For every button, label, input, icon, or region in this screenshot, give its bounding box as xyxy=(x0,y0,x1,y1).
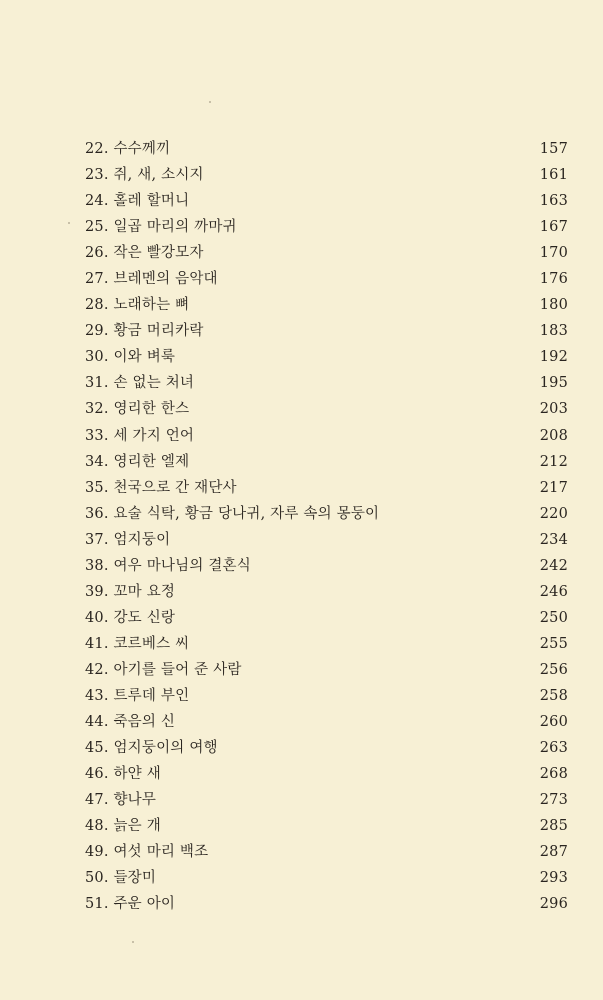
toc-entry[interactable] xyxy=(85,787,568,813)
toc-entry-title: 31. 손 없는 처녀 xyxy=(85,375,195,392)
toc-entry-title: 30. 이와 벼룩 xyxy=(85,349,176,366)
paper-speck xyxy=(68,222,70,224)
toc-entry[interactable] xyxy=(85,865,568,891)
toc-entry[interactable] xyxy=(85,605,568,631)
toc-entry[interactable] xyxy=(85,553,568,579)
toc-entry-page: 203 xyxy=(539,401,568,418)
toc-entry-title: 40. 강도 신랑 xyxy=(85,609,176,626)
toc-entry[interactable] xyxy=(85,370,568,396)
toc-entry-title: 37. 엄지둥이 xyxy=(85,531,171,548)
paper-speck xyxy=(209,101,211,103)
toc-entry[interactable] xyxy=(85,709,568,735)
toc-entry-title: 45. 엄지둥이의 여행 xyxy=(85,740,218,757)
toc-entry-page: 167 xyxy=(539,219,568,236)
toc-entry-page: 263 xyxy=(539,740,568,757)
toc-entry-page: 268 xyxy=(539,766,568,783)
toc-entry[interactable] xyxy=(85,136,568,162)
toc-entry[interactable] xyxy=(85,475,568,501)
toc-entry-page: 258 xyxy=(539,688,568,704)
toc-entry[interactable] xyxy=(85,501,568,527)
toc-entry-page: 296 xyxy=(539,896,568,913)
toc-entry-page: 212 xyxy=(539,453,568,470)
toc-entry-title: 27. 브레멘의 음악대 xyxy=(85,271,218,288)
toc-entry-title: 23. 쥐, 새, 소시지 xyxy=(85,167,204,184)
toc-entry[interactable] xyxy=(85,761,568,787)
toc-entry[interactable] xyxy=(85,891,568,917)
toc-entry[interactable] xyxy=(85,813,568,839)
toc-entry-title: 32. 영리한 한스 xyxy=(85,401,190,418)
toc-entry-page: 234 xyxy=(539,531,568,548)
toc-entry-title: 34. 영리한 엘제 xyxy=(85,453,190,470)
toc-entry[interactable] xyxy=(85,162,568,188)
toc-entry[interactable] xyxy=(85,266,568,292)
toc-entry-page: 208 xyxy=(539,427,568,444)
toc-entry[interactable] xyxy=(85,423,568,449)
toc-entry-page: 246 xyxy=(539,583,568,600)
toc-entry-title: 50. 들장미 xyxy=(85,870,157,887)
toc-entry-title: 47. 향나무 xyxy=(85,792,157,809)
toc-entry-title: 29. 황금 머리카락 xyxy=(85,323,204,340)
toc-entry-page: 180 xyxy=(539,297,568,314)
toc-entry-title: 43. 트루데 부인 xyxy=(85,688,190,704)
toc-entry-title: 24. 홀레 할머니 xyxy=(85,193,190,210)
toc-entry-page: 255 xyxy=(539,635,568,652)
toc-entry-page: 176 xyxy=(539,271,568,288)
table-of-contents xyxy=(85,136,568,917)
toc-entry[interactable] xyxy=(85,396,568,422)
toc-entry-title: 22. 수수께끼 xyxy=(85,141,171,158)
toc-entry-title: 33. 세 가지 언어 xyxy=(85,427,195,444)
toc-entry-title: 26. 작은 빨강모자 xyxy=(85,245,204,262)
toc-entry-page: 273 xyxy=(539,792,568,809)
toc-entry-page: 242 xyxy=(539,557,568,574)
toc-entry[interactable] xyxy=(85,839,568,865)
paper-speck xyxy=(132,941,134,943)
toc-entry-page: 192 xyxy=(539,349,568,366)
toc-entry-page: 287 xyxy=(539,844,568,861)
toc-entry[interactable] xyxy=(85,292,568,318)
toc-entry[interactable] xyxy=(85,683,568,709)
toc-entry[interactable] xyxy=(85,214,568,240)
toc-entry-page: 183 xyxy=(539,323,568,340)
toc-entry-title: 49. 여섯 마리 백조 xyxy=(85,844,209,861)
toc-entry-title: 39. 꼬마 요정 xyxy=(85,583,176,600)
toc-entry[interactable] xyxy=(85,735,568,761)
toc-entry[interactable] xyxy=(85,344,568,370)
toc-entry[interactable] xyxy=(85,527,568,553)
toc-entry[interactable] xyxy=(85,318,568,344)
toc-entry-page: 217 xyxy=(539,479,568,496)
toc-entry-page: 163 xyxy=(539,193,568,210)
toc-entry-title: 41. 코르베스 씨 xyxy=(85,635,190,652)
toc-entry[interactable] xyxy=(85,449,568,475)
toc-entry-page: 161 xyxy=(539,167,568,184)
toc-entry-page: 260 xyxy=(539,714,568,731)
toc-entry-page: 293 xyxy=(539,870,568,887)
toc-entry[interactable] xyxy=(85,188,568,214)
toc-entry[interactable] xyxy=(85,631,568,657)
toc-entry-page: 170 xyxy=(539,245,568,262)
toc-entry-title: 51. 주운 아이 xyxy=(85,896,176,913)
toc-entry-title: 25. 일곱 마리의 까마귀 xyxy=(85,219,237,236)
toc-entry-page: 250 xyxy=(539,609,568,626)
toc-entry-title: 36. 요술 식탁, 황금 당나귀, 자루 속의 몽둥이 xyxy=(85,505,380,522)
toc-entry-title: 42. 아기를 들어 준 사람 xyxy=(85,661,242,678)
toc-entry-page: 220 xyxy=(539,505,568,522)
toc-entry-title: 38. 여우 마나님의 결혼식 xyxy=(85,557,251,574)
toc-entry[interactable] xyxy=(85,579,568,605)
toc-entry-page: 195 xyxy=(539,375,568,392)
toc-entry[interactable] xyxy=(85,240,568,266)
toc-entry-title: 46. 하얀 새 xyxy=(85,766,161,783)
toc-entry-title: 35. 천국으로 간 재단사 xyxy=(85,479,237,496)
toc-entry-title: 44. 죽음의 신 xyxy=(85,714,176,731)
toc-entry-page: 256 xyxy=(539,661,568,678)
toc-entry-title: 48. 늙은 개 xyxy=(85,818,161,835)
toc-entry-title: 28. 노래하는 뼈 xyxy=(85,297,190,314)
toc-entry[interactable] xyxy=(85,657,568,683)
toc-entry-page: 157 xyxy=(539,141,568,158)
toc-entry-page: 285 xyxy=(539,818,568,835)
